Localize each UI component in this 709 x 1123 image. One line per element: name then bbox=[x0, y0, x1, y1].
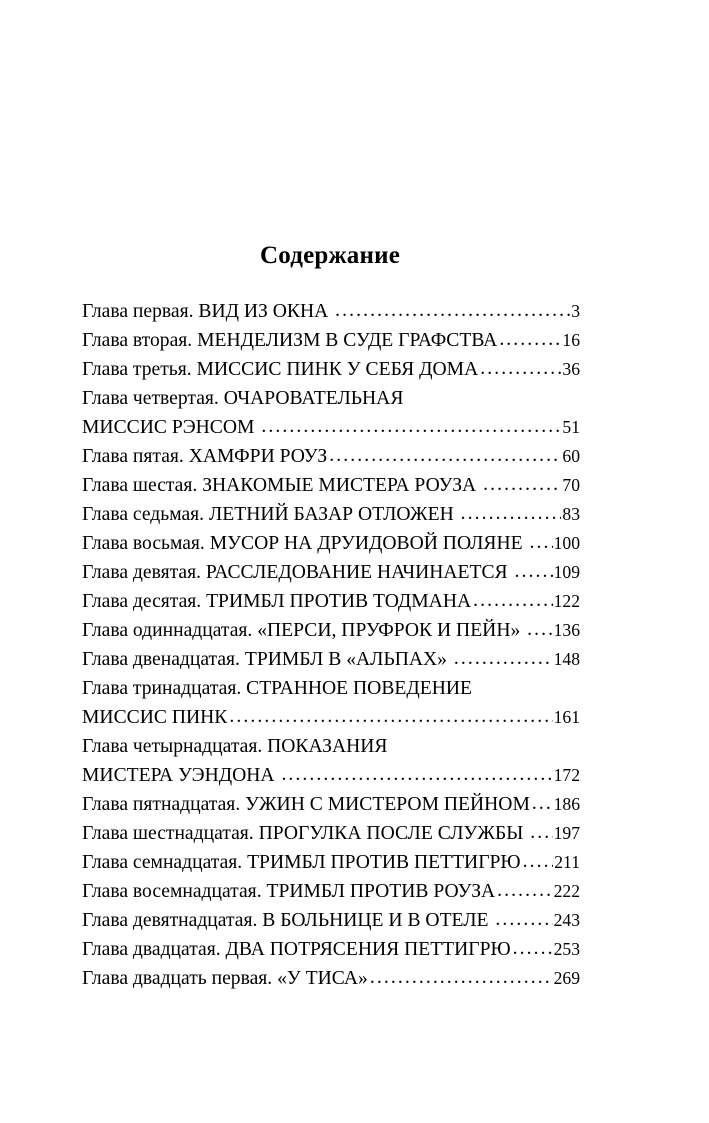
toc-dot-leader bbox=[281, 761, 552, 789]
toc-entry-line-final bbox=[82, 471, 580, 500]
toc-dot-leader bbox=[532, 790, 553, 818]
toc-page-number: 83 bbox=[562, 504, 580, 524]
toc-entry-line-final bbox=[82, 645, 580, 674]
toc-entry-line-final bbox=[82, 500, 580, 529]
toc-entry[interactable] bbox=[82, 297, 580, 326]
toc-dot-leader bbox=[335, 297, 570, 325]
toc-entry-title: Глава восьмая. МУСОР НА ДРУИДОВОЙ ПОЛЯНЕ bbox=[82, 533, 528, 554]
toc-dot-leader bbox=[480, 355, 561, 383]
toc-page-number: 243 bbox=[553, 910, 580, 930]
toc-entry[interactable] bbox=[82, 326, 580, 355]
toc-entry[interactable] bbox=[82, 616, 580, 645]
toc-entry[interactable] bbox=[82, 587, 580, 616]
toc-entry[interactable] bbox=[82, 674, 580, 732]
toc-dot-leader bbox=[515, 558, 553, 586]
toc-entry-title: Глава двенадцатая. ТРИМБЛ В «АЛЬПАХ» bbox=[82, 649, 452, 670]
toc-entry-line-final bbox=[82, 616, 580, 645]
toc-page-number: 109 bbox=[553, 562, 580, 582]
toc-entry-title: Глава третья. МИССИС ПИНК У СЕБЯ ДОМА bbox=[82, 359, 479, 380]
toc-dot-leader bbox=[454, 645, 553, 673]
toc-entry-title: Глава семнадцатая. ТРИМБЛ ПРОТИВ ПЕТТИГРЮ bbox=[82, 852, 521, 873]
toc-entry-title: Глава девятая. РАССЛЕДОВАНИЕ НАЧИНАЕТСЯ bbox=[82, 562, 513, 583]
toc-entry-line-final bbox=[82, 326, 580, 355]
toc-entry-title: Глава четвертая. ОЧАРОВАТЕЛЬНАЯ bbox=[82, 388, 404, 409]
toc-entry[interactable] bbox=[82, 471, 580, 500]
toc-dot-leader bbox=[495, 906, 552, 934]
toc-dot-leader bbox=[530, 529, 553, 557]
toc-entry-title: Глава одиннадцатая. «ПЕРСИ, ПРУФРОК И ПЕЙН» bbox=[82, 620, 526, 641]
toc-entry-title: Глава пятая. ХАМФРИ РОУЗ bbox=[82, 446, 328, 467]
toc-entry-title: МИССИС РЭНСОМ bbox=[82, 417, 260, 438]
toc-entry[interactable] bbox=[82, 529, 580, 558]
toc-entry[interactable] bbox=[82, 819, 580, 848]
page-title: Содержание bbox=[259, 242, 400, 269]
toc-entry-title: Глава пятнадцатая. УЖИН С МИСТЕРОМ ПЕЙНОМ bbox=[82, 794, 530, 815]
toc-entry[interactable] bbox=[82, 906, 580, 935]
toc-page-number: 122 bbox=[553, 591, 580, 611]
toc-page-number: 186 bbox=[553, 794, 580, 814]
toc-dot-leader bbox=[499, 326, 561, 354]
toc-dot-leader bbox=[261, 413, 561, 441]
toc-dot-leader bbox=[483, 471, 561, 499]
toc-entry[interactable] bbox=[82, 935, 580, 964]
toc-page-number: 269 bbox=[553, 968, 580, 988]
toc-page-number: 3 bbox=[571, 301, 580, 321]
toc-entry-line-final bbox=[82, 529, 580, 558]
toc-entry-title: Глава двадцать первая. «У ТИСА» bbox=[82, 968, 368, 989]
toc-page-number: 70 bbox=[562, 475, 580, 495]
toc-entry-line-final bbox=[82, 906, 580, 935]
toc-dot-leader bbox=[527, 616, 552, 644]
toc-page-number: 136 bbox=[553, 620, 580, 640]
toc-entry-line-final bbox=[82, 355, 580, 384]
toc-page-number: 16 bbox=[562, 330, 580, 350]
toc-dot-leader bbox=[497, 877, 552, 905]
toc-entry-line-final bbox=[82, 761, 580, 790]
toc-entry-line-wrap bbox=[82, 384, 580, 413]
toc-entry[interactable] bbox=[82, 790, 580, 819]
toc-page-number: 148 bbox=[553, 649, 580, 669]
toc-entry-line-final bbox=[82, 413, 580, 442]
toc-entry-title: Глава девятнадцатая. В БОЛЬНИЦЕ И В ОТЕЛЕ bbox=[82, 910, 494, 931]
toc-entry[interactable] bbox=[82, 558, 580, 587]
toc-entry[interactable] bbox=[82, 442, 580, 471]
toc-dot-leader bbox=[370, 964, 553, 992]
toc-entry-line-final bbox=[82, 935, 580, 964]
toc-entry-title: Глава шестая. ЗНАКОМЫЕ МИСТЕРА РОУЗА bbox=[82, 475, 482, 496]
toc-entry-title: Глава восемнадцатая. ТРИМБЛ ПРОТИВ РОУЗА bbox=[82, 881, 496, 902]
toc-entry-line-final bbox=[82, 442, 580, 471]
toc-dot-leader bbox=[473, 587, 552, 615]
toc-dot-leader bbox=[329, 442, 561, 470]
toc-entry[interactable] bbox=[82, 645, 580, 674]
toc-entry-title: Глава шестнадцатая. ПРОГУЛКА ПОСЛЕ СЛУЖБЫ bbox=[82, 823, 529, 844]
toc-entry-line-final bbox=[82, 848, 580, 877]
toc-entry[interactable] bbox=[82, 848, 580, 877]
toc-page-number: 172 bbox=[553, 765, 580, 785]
toc-entry-title: Глава первая. ВИД ИЗ ОКНА bbox=[82, 301, 334, 322]
toc-entry-title: Глава четырнадцатая. ПОКАЗАНИЯ bbox=[82, 736, 388, 757]
toc-page-number: 197 bbox=[553, 823, 580, 843]
toc-entry[interactable] bbox=[82, 384, 580, 442]
toc-entry-line-final bbox=[82, 790, 580, 819]
table-of-contents-list bbox=[82, 297, 580, 993]
toc-entry-title: Глава двадцатая. ДВА ПОТРЯСЕНИЯ ПЕТТИГРЮ bbox=[82, 939, 511, 960]
toc-dot-leader bbox=[513, 935, 553, 963]
toc-entry-line-final bbox=[82, 964, 580, 993]
toc-page-number: 36 bbox=[562, 359, 580, 379]
toc-entry[interactable] bbox=[82, 877, 580, 906]
toc-entry-line-final bbox=[82, 587, 580, 616]
toc-entry-title: МИССИС ПИНК bbox=[82, 707, 228, 728]
toc-entry-title: Глава вторая. МЕНДЕЛИЗМ В СУДЕ ГРАФСТВА bbox=[82, 330, 498, 351]
toc-page-number: 211 bbox=[554, 852, 580, 872]
toc-entry-line-final bbox=[82, 297, 580, 326]
toc-entry-title: Глава тринадцатая. СТРАННОЕ ПОВЕДЕНИЕ bbox=[82, 678, 472, 699]
toc-dot-leader bbox=[530, 819, 552, 847]
toc-dot-leader bbox=[229, 703, 552, 731]
toc-page-number: 161 bbox=[553, 707, 580, 727]
toc-entry-title: Глава седьмая. ЛЕТНИЙ БАЗАР ОТЛОЖЕН bbox=[82, 504, 459, 525]
toc-dot-leader bbox=[461, 500, 562, 528]
toc-entry-title: Глава десятая. ТРИМБЛ ПРОТИВ ТОДМАНА bbox=[82, 591, 472, 612]
toc-entry[interactable] bbox=[82, 964, 580, 993]
toc-page-number: 222 bbox=[553, 881, 580, 901]
toc-entry-line-final bbox=[82, 703, 580, 732]
toc-page-number: 51 bbox=[562, 417, 580, 437]
toc-dot-leader bbox=[523, 848, 554, 876]
toc-entry[interactable] bbox=[82, 500, 580, 529]
toc-entry-line-final bbox=[82, 877, 580, 906]
toc-page-number: 60 bbox=[562, 446, 580, 466]
toc-page-number: 100 bbox=[553, 533, 580, 553]
toc-entry-line-final bbox=[82, 558, 580, 587]
toc-entry[interactable] bbox=[82, 732, 580, 790]
toc-entry[interactable] bbox=[82, 355, 580, 384]
toc-entry-line-final bbox=[82, 819, 580, 848]
toc-entry-line-wrap bbox=[82, 732, 580, 761]
toc-entry-title: МИСТЕРА УЭНДОНА bbox=[82, 765, 280, 786]
toc-entry-line-wrap bbox=[82, 674, 580, 703]
toc-page-number: 253 bbox=[553, 939, 580, 959]
